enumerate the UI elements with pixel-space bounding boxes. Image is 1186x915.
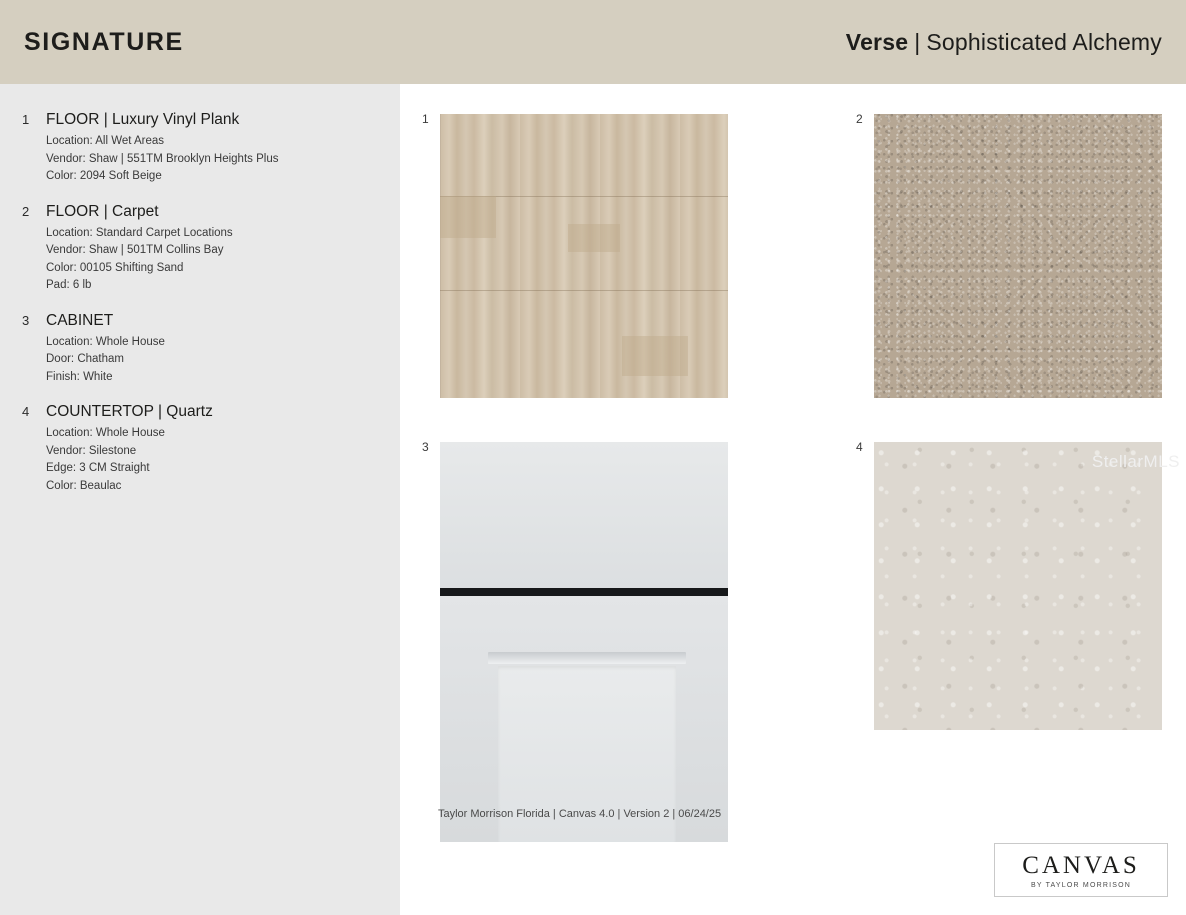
cabinet-door-swatch (440, 442, 728, 842)
spec-detail-vendor: Vendor: Silestone (46, 444, 137, 457)
canvas-logo (994, 843, 1168, 897)
spec-title: CABINET (46, 311, 114, 329)
spec-title: FLOOR | Luxury Vinyl Plank (46, 111, 240, 128)
spec-detail-vendor: Vendor: Shaw | 501TM Collins Bay (46, 244, 224, 256)
spec-title: FLOOR | Carpet (46, 202, 159, 220)
swatch-cell-2 (856, 114, 1162, 398)
specifications-panel (0, 84, 400, 915)
luxury-vinyl-plank-swatch (440, 114, 728, 398)
quartz-countertop-swatch (874, 442, 1162, 730)
spec-detail-door: Door: Chatham (46, 353, 124, 365)
collection-name: Verse (845, 28, 909, 55)
spec-body (46, 311, 380, 387)
swatch-number-1: 1 (422, 112, 429, 126)
spec-detail-location: Location: All Wet Areas (46, 135, 165, 147)
spec-body (46, 110, 380, 186)
spec-detail-color: Color: Beaulac (46, 479, 122, 492)
spec-detail-color: Color: 2094 Soft Beige (46, 170, 162, 182)
watermark: StellarMLS (1091, 452, 1180, 471)
spec-item (22, 202, 380, 295)
spec-item (22, 110, 380, 186)
spec-number: 1 (22, 112, 30, 127)
spec-detail-location: Location: Whole House (46, 335, 165, 348)
page-header (0, 0, 1186, 84)
spec-detail-location: Location: Whole House (46, 427, 165, 439)
canvas-logo-subtext: BY TAYLOR MORRISON (1030, 881, 1132, 889)
swatch-grid (400, 84, 1186, 915)
spec-title: COUNTERTOP | Quartz (46, 403, 213, 420)
swatch-cell-1 (422, 114, 728, 398)
collection-separator: | (914, 28, 921, 55)
spec-body (46, 202, 380, 295)
spec-detail-color: Color: 00105 Shifting Sand (46, 261, 184, 274)
spec-detail-location: Location: Standard Carpet Locations (46, 226, 233, 239)
swatch-cell-4 (856, 442, 1162, 730)
swatch-number-2: 2 (856, 112, 863, 126)
spec-number: 3 (22, 312, 30, 328)
collection-title (846, 29, 1162, 56)
swatch-cell-3 (422, 442, 728, 842)
brand-title: SIGNATURE (24, 27, 184, 56)
spec-item (22, 311, 380, 387)
spec-body (46, 402, 380, 495)
spec-number: 2 (22, 203, 30, 219)
swatch-number-3: 3 (422, 440, 429, 454)
spec-detail-edge: Edge: 3 CM Straight (46, 462, 150, 474)
swatch-number-4: 4 (856, 440, 863, 454)
spec-detail-pad: Pad: 6 lb (46, 279, 92, 291)
spec-detail-vendor: Vendor: Shaw | 551TM Brooklyn Heights Plus (46, 152, 279, 165)
collection-tagline: Sophisticated Alchemy (926, 28, 1162, 55)
spec-number: 4 (22, 404, 30, 419)
spec-detail-finish: Finish: White (46, 370, 113, 383)
carpet-swatch (874, 114, 1162, 398)
spec-item (22, 402, 380, 495)
canvas-logo-text: CANVAS (1022, 851, 1140, 879)
footer-note: Taylor Morrison Florida | Canvas 4.0 | Version 2 | 06/24/25 (438, 808, 722, 820)
